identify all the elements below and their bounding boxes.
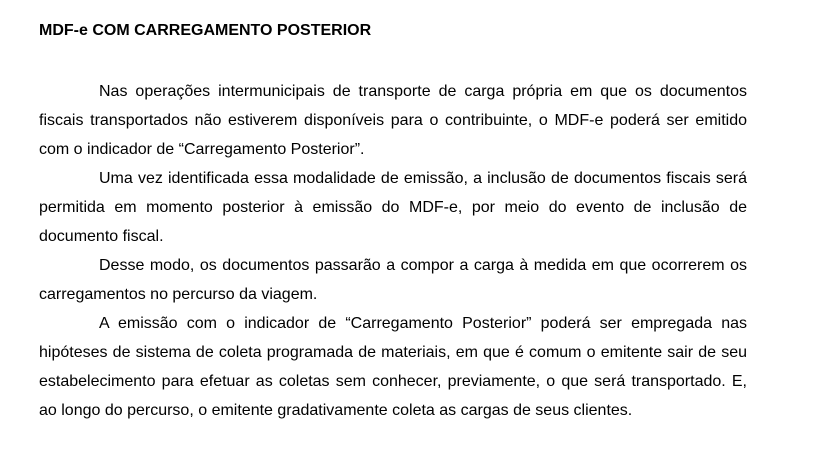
paragraph-1: Nas operações intermunicipais de transporte de carga própria em que os documentos fiscais transportados não estiverem disponíveis para o contribuinte, o MDF-e poderá ser emitido com o indicador de “Carregamento Posterior”.	[39, 83, 747, 158]
document-body	[39, 77, 747, 425]
document-title: MDF-e COM CARREGAMENTO POSTERIOR	[39, 22, 372, 39]
paragraph-3: Desse modo, os documentos passarão a compor a carga à medida em que ocorrerem os carregamentos no percurso da viagem.	[39, 257, 747, 303]
paragraph-2: Uma vez identificada essa modalidade de emissão, a inclusão de documentos fiscais será permitida em momento posterior à emissão do MDF-e, por meio do evento de inclusão de documento fiscal.	[39, 170, 747, 245]
paragraph-4: A emissão com o indicador de “Carregamento Posterior” poderá ser empregada nas hipóteses de sistema de coleta programada de materiais, em que é comum o emitente sair de seu estabelecimento para efetuar as coletas sem conhecer, previamente, o que será transportado. E, ao longo do percurso, o emitente gradativamente coleta as cargas de seus clientes.	[39, 315, 747, 419]
